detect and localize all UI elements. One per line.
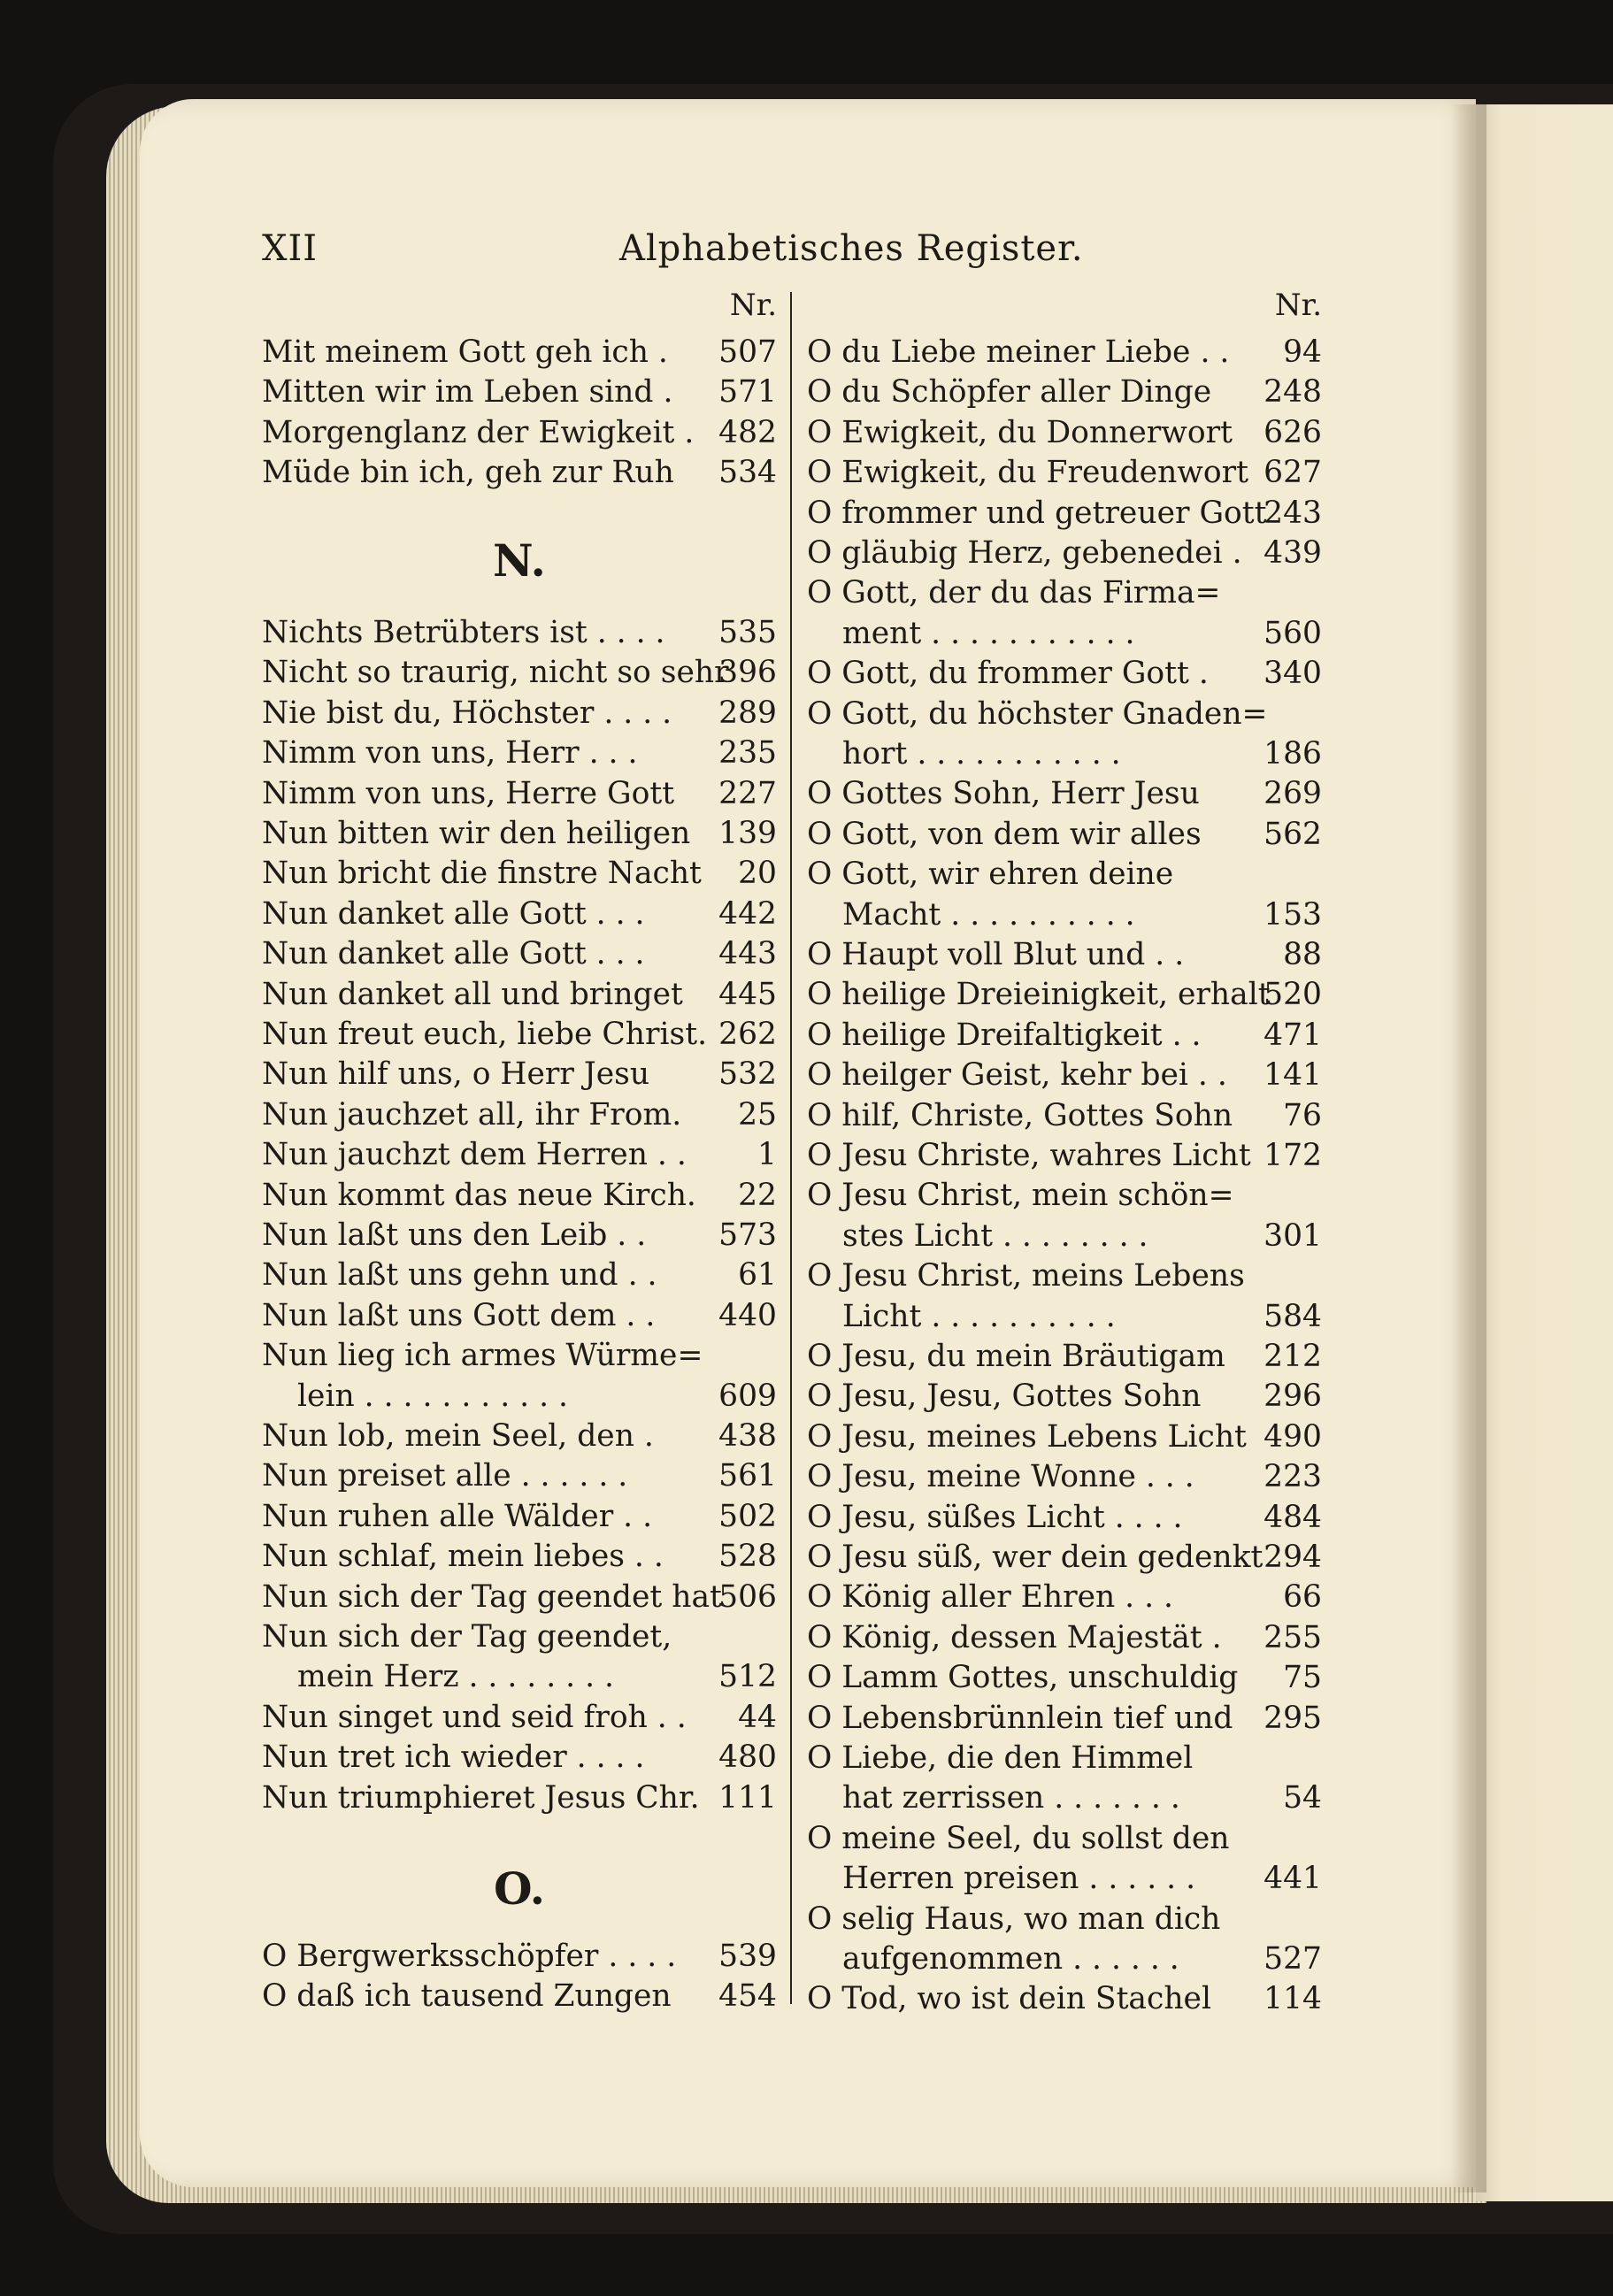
hymn-title: Nun lieg ich armes Würme= [262,1338,703,1373]
hymn-title: O Jesu, meine Wonne . . . [807,1459,1194,1494]
hymn-title: O Gott, du höchster Gnaden= [807,696,1268,732]
hymn-number: 454 [718,1978,777,2014]
hymn-title: O heilige Dreieinigkeit, erhalt [807,977,1271,1012]
running-title: Alphabetisches Register. [619,228,1084,269]
hymn-title: Morgenglanz der Ewigkeit . [262,415,695,450]
index-entry [807,895,1322,935]
hymn-number: 294 [1264,1540,1322,1575]
hymn-title: O daß ich tausend Zungen [262,1978,672,2014]
hymn-number: 528 [718,1539,777,1574]
index-entry [807,1698,1322,1739]
index-entry [262,452,777,493]
hymn-number: 584 [1264,1299,1322,1334]
hymn-title: O Jesu, Jesu, Gottes Sohn [807,1378,1202,1414]
index-entry [262,1737,777,1778]
index-entry [262,894,777,934]
index-entry [807,1858,1322,1899]
hymn-title: hort . . . . . . . . . . . [842,736,1121,772]
index-entry [807,1818,1322,1859]
hymn-number: 153 [1264,897,1322,933]
hymn-number: 301 [1264,1218,1322,1254]
hymn-number: 484 [1264,1500,1322,1535]
index-entry [807,694,1322,734]
hymn-number: 227 [718,776,777,811]
index-entry [262,1014,777,1055]
hymn-title: O Ewigkeit, du Freudenwort [807,455,1248,490]
column-divider [790,292,792,2004]
hymn-title: O gläubig Herz, gebenedei . [807,535,1242,571]
index-entry [262,1134,777,1175]
hymn-title: O Jesu, meines Lebens Licht [807,1419,1247,1455]
index-entry [807,934,1322,975]
hymn-title: stes Licht . . . . . . . . [842,1218,1148,1254]
index-entry [807,1617,1322,1658]
hymn-number: 75 [1283,1660,1322,1695]
hymn-number: 443 [718,936,777,971]
hymn-number: 609 [718,1378,777,1414]
hymn-number: 262 [718,1017,777,1052]
hymn-number: 561 [718,1458,777,1494]
hymn-number: 440 [718,1298,777,1333]
hymn-title: Nimm von uns, Herre Gott [262,776,675,811]
hymn-title: Nun danket all und bringet [262,977,683,1012]
index-entry [262,412,777,453]
hymn-number: 76 [1283,1098,1322,1133]
index-entry [262,933,777,974]
hymn-number: 114 [1264,1981,1322,2016]
hymn-number: 111 [718,1780,777,1816]
index-entry [262,733,777,773]
index-entry [807,854,1322,895]
hymn-title: Herren preisen . . . . . . [842,1861,1196,1896]
hymn-number: 507 [718,334,777,370]
hymn-number: 480 [718,1739,777,1775]
index-entry [807,1657,1322,1698]
hymn-title: O Gott, wir ehren deine [807,856,1174,892]
hymn-number: 534 [718,455,777,490]
hymn-title: Nun kommt das neue Kirch. [262,1178,696,1213]
index-entry [262,1536,777,1577]
hymn-number: 502 [718,1499,777,1534]
hymn-number: 289 [718,695,777,731]
index-entry [262,1215,777,1256]
hymn-number: 439 [1264,535,1322,571]
hymn-number: 527 [1264,1941,1322,1977]
index-entry [262,332,777,372]
hymn-title: O du Liebe meiner Liebe . . [807,334,1230,370]
index-entry [807,1135,1322,1176]
hymn-number: 627 [1264,455,1322,490]
hymn-title: Macht . . . . . . . . . . [842,897,1135,933]
letter-heading: O. [493,1862,546,1915]
index-entry [807,613,1322,654]
index-entry [262,1976,777,2016]
index-entry [262,853,777,894]
hymn-title: Nun ruhen alle Wälder . . [262,1499,653,1534]
index-entry [262,652,777,693]
hymn-number: 66 [1283,1579,1322,1615]
index-entry [807,1055,1322,1095]
hymn-title: Nun tret ich wieder . . . . [262,1739,645,1775]
hymn-title: Nun jauchzet all, ihr From. [262,1097,682,1133]
hymn-number: 490 [1264,1419,1322,1455]
index-entry [807,1417,1322,1457]
hymn-number: 61 [738,1257,777,1293]
index-entry [807,773,1322,814]
index-entry [807,653,1322,694]
hymn-number: 25 [738,1097,777,1133]
hymn-title: O Gott, du frommer Gott . [807,656,1209,691]
index-entry [807,814,1322,855]
index-entry [807,1376,1322,1417]
index-entry [807,452,1322,493]
hymn-number: 44 [738,1700,777,1735]
index-entry [807,1537,1322,1578]
hymn-title: Nun preiset alle . . . . . . [262,1458,628,1494]
hymn-title: O Jesu Christ, mein schön= [807,1178,1234,1213]
index-entry [262,1054,777,1094]
hymn-title: Nun schlaf, mein liebes . . [262,1539,664,1574]
index-entry [807,332,1322,372]
hymn-title: Müde bin ich, geh zur Ruh [262,455,674,490]
index-entry [807,1497,1322,1538]
index-entry [262,1697,777,1738]
hymn-title: O Gott, der du das Firma= [807,575,1221,610]
hymn-number: 340 [1264,656,1322,691]
hymn-title: Mitten wir im Leben sind . [262,374,673,410]
hymn-title: O meine Seel, du sollst den [807,1821,1230,1856]
hymn-title: O hilf, Christe, Gottes Sohn [807,1098,1233,1133]
hymn-number: 560 [1264,616,1322,651]
hymn-title: ment . . . . . . . . . . . [842,616,1135,651]
index-entry [807,1778,1322,1818]
hymn-number: 532 [718,1056,777,1092]
index-entry [262,1616,777,1657]
hymn-title: Nun laßt uns gehn und . . [262,1257,657,1293]
index-entry [807,372,1322,412]
index-entry [262,1496,777,1537]
hymn-number: 186 [1264,736,1322,772]
hymn-number: 573 [718,1217,777,1253]
hymn-number: 243 [1264,495,1322,531]
hymn-number: 626 [1264,415,1322,450]
index-entry [262,612,777,653]
hymn-title: O Liebe, die den Himmel [807,1740,1194,1776]
index-entry [807,1256,1322,1296]
hymn-title: Nichts Betrübters ist . . . . [262,615,665,650]
hymn-number: 269 [1264,776,1322,811]
index-entry [807,1296,1322,1337]
hymn-number: 235 [718,735,777,771]
hymn-title: Nun triumphieret Jesus Chr. [262,1780,700,1816]
hymn-title: O Jesu süß, wer dein gedenkt [807,1540,1264,1575]
index-entry [807,1015,1322,1056]
hymn-title: O König aller Ehren . . . [807,1579,1174,1615]
hymn-title: Nun sich der Tag geendet hat [262,1579,722,1615]
hymn-title: O König, dessen Majestät . [807,1620,1222,1655]
index-entry [807,572,1322,613]
hymn-title: O Jesu, du mein Bräutigam [807,1339,1225,1374]
hymn-title: O selig Haus, wo man dich [807,1901,1221,1937]
index-entry [262,1094,777,1135]
index-entry [262,1335,777,1376]
index-entry [807,1939,1322,1979]
hymn-number: 441 [1264,1861,1322,1896]
hymn-title: Nun sich der Tag geendet, [262,1619,672,1655]
hymn-number: 88 [1283,937,1322,972]
hymn-title: hat zerrissen . . . . . . . [842,1780,1180,1816]
index-entry [807,493,1322,534]
index-entry [807,1577,1322,1617]
hymn-title: O Gott, von dem wir alles [807,817,1202,852]
hymn-title: aufgenommen . . . . . . [842,1941,1179,1977]
hymn-title: Nimm von uns, Herr . . . [262,735,638,771]
index-entry [262,974,777,1015]
hymn-number: 212 [1264,1339,1322,1374]
hymn-number: 506 [718,1579,777,1615]
hymn-title: O Jesu Christ, meins Lebens [807,1258,1245,1294]
hymn-title: Nicht so traurig, nicht so sehr [262,655,729,690]
hymn-title: O Tod, wo ist dein Stachel [807,1981,1211,2016]
hymn-number: 535 [718,615,777,650]
hymn-number: 438 [718,1418,777,1454]
index-entry [807,1899,1322,1939]
hymn-title: O Bergwerksschöpfer . . . . [262,1939,677,1974]
hymn-number: 22 [738,1178,777,1213]
nr-column-label: Nr. [729,288,777,323]
index-entry [807,1738,1322,1778]
index-entry [262,693,777,733]
hymn-number: 396 [718,655,777,690]
hymn-title: Nun jauchzt dem Herren . . [262,1137,687,1172]
hymn-number: 512 [718,1659,777,1694]
hymn-title: Mit meinem Gott geh ich . [262,334,668,370]
index-entry [807,1456,1322,1497]
hymn-number: 295 [1264,1701,1322,1736]
index-entry [262,1455,777,1496]
hymn-title: O Jesu, süßes Licht . . . . [807,1500,1183,1535]
hymn-number: 20 [738,856,777,891]
hymn-number: 255 [1264,1620,1322,1655]
index-entry [807,974,1322,1015]
index-entry [262,1175,777,1216]
hymn-number: 54 [1283,1780,1322,1816]
hymn-number: 482 [718,415,777,450]
hymn-title: Nun laßt uns Gott dem . . [262,1298,656,1333]
hymn-number: 520 [1264,977,1322,1012]
hymn-title: Nie bist du, Höchster . . . . [262,695,672,731]
hymn-number: 1 [757,1137,777,1172]
index-entry [807,733,1322,774]
nr-column-label: Nr. [1274,288,1322,323]
hymn-number: 445 [718,977,777,1012]
hymn-title: Nun danket alle Gott . . . [262,896,645,932]
index-entry [807,1175,1322,1216]
index-entry [262,1936,777,1977]
index-entry [262,1295,777,1336]
hymn-number: 172 [1264,1138,1322,1173]
hymn-title: O Ewigkeit, du Donnerwort [807,415,1233,450]
hymn-number: 141 [1264,1057,1322,1093]
index-entry [262,773,777,814]
page-number: XII [262,228,319,269]
index-entry [262,1376,777,1417]
hymn-title: Licht . . . . . . . . . . [842,1299,1116,1334]
index-entry [807,533,1322,573]
hymn-number: 223 [1264,1459,1322,1494]
index-entry [262,372,777,412]
hymn-title: Nun danket alle Gott . . . [262,936,645,971]
hymn-title: O Lamm Gottes, unschuldig [807,1660,1239,1695]
index-entry [807,1336,1322,1377]
index-entry [807,1216,1322,1256]
index-entry [262,813,777,854]
index-entry [807,1095,1322,1136]
hymn-title: lein . . . . . . . . . . . [297,1378,568,1414]
hymn-number: 139 [718,816,777,851]
hymn-title: O du Schöpfer aller Dinge [807,374,1212,410]
index-entry [262,1577,777,1617]
index-entry [262,1778,777,1818]
hymn-number: 94 [1283,334,1322,370]
hymn-title: O Jesu Christe, wahres Licht [807,1138,1251,1173]
hymn-number: 248 [1264,374,1322,410]
index-entry [262,1656,777,1697]
hymn-title: Nun bricht die finstre Nacht [262,856,702,891]
hymn-number: 442 [718,896,777,932]
hymn-number: 471 [1264,1017,1322,1053]
hymn-title: Nun lob, mein Seel, den . [262,1418,654,1454]
hymn-title: Nun singet und seid froh . . [262,1700,687,1735]
letter-heading: N. [493,534,546,587]
hymn-title: Nun hilf uns, o Herr Jesu [262,1056,650,1092]
index-entry [262,1255,777,1295]
hymn-title: O Gottes Sohn, Herr Jesu [807,776,1200,811]
hymn-title: O Lebensbrünnlein tief und [807,1701,1233,1736]
index-entry [807,412,1322,453]
hymn-title: O Haupt voll Blut und . . [807,937,1185,972]
hymn-number: 539 [718,1939,777,1974]
hymn-title: O heilige Dreifaltigkeit . . [807,1017,1202,1053]
hymn-title: Nun bitten wir den heiligen [262,816,691,851]
hymn-title: Nun freut euch, liebe Christ. [262,1017,708,1052]
hymn-title: O heilger Geist, kehr bei . . [807,1057,1227,1093]
hymn-number: 562 [1264,817,1322,852]
index-entry [262,1416,777,1456]
hymn-title: Nun laßt uns den Leib . . [262,1217,647,1253]
hymn-number: 296 [1264,1378,1322,1414]
hymn-title: mein Herz . . . . . . . . [297,1659,614,1694]
index-entry [807,1978,1322,2019]
hymn-number: 571 [718,374,777,410]
hymn-title: O frommer und getreuer Gott [807,495,1267,531]
